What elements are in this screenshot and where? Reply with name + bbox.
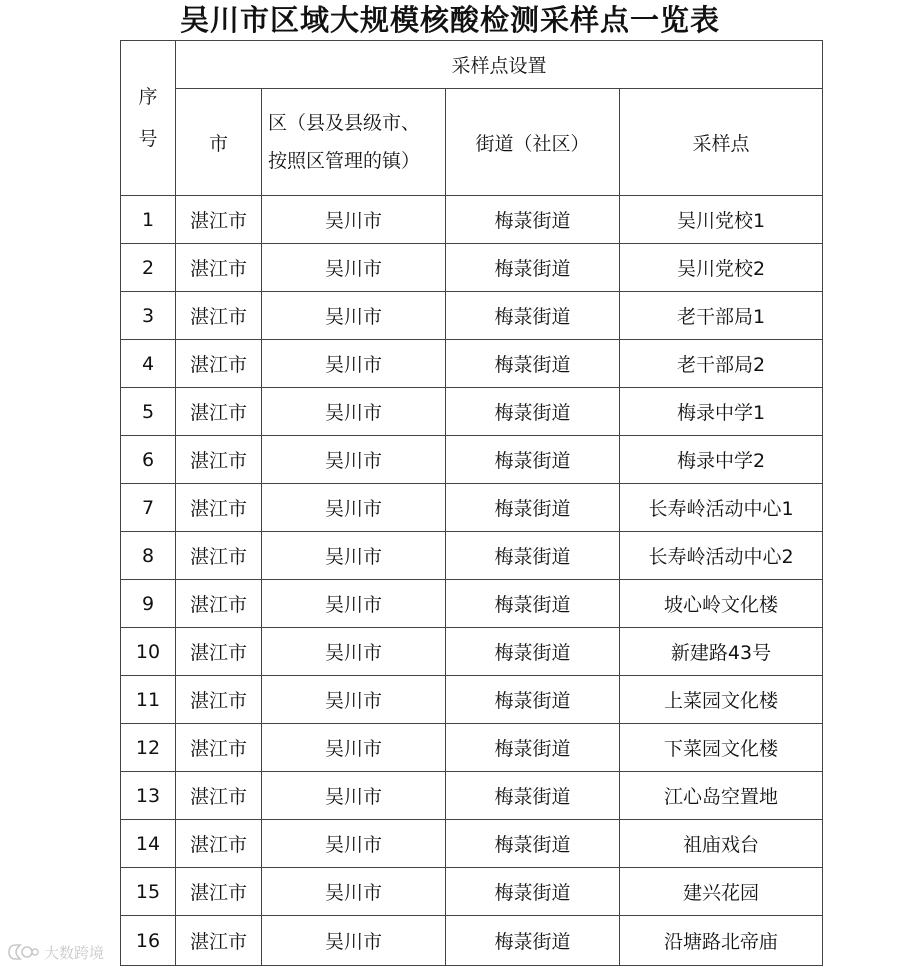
cell-district: 吴川市 bbox=[262, 436, 446, 484]
table-row bbox=[121, 724, 823, 772]
cell-city: 湛江市 bbox=[176, 676, 262, 724]
cell-street: 梅菉街道 bbox=[446, 772, 620, 820]
table-header-row-1 bbox=[121, 41, 823, 89]
table-row bbox=[121, 868, 823, 916]
cell-seq: 7 bbox=[121, 484, 176, 532]
table-row bbox=[121, 532, 823, 580]
cell-seq: 6 bbox=[121, 436, 176, 484]
cell-city: 湛江市 bbox=[176, 580, 262, 628]
cell-district: 吴川市 bbox=[262, 388, 446, 436]
cell-seq: 8 bbox=[121, 532, 176, 580]
sampling-sites-table bbox=[120, 40, 823, 966]
watermark-text: 大数跨境 bbox=[44, 943, 105, 962]
cell-site: 吴川党校2 bbox=[620, 244, 823, 292]
table-row bbox=[121, 340, 823, 388]
cell-city: 湛江市 bbox=[176, 436, 262, 484]
cell-seq: 14 bbox=[121, 820, 176, 868]
cell-district: 吴川市 bbox=[262, 244, 446, 292]
cell-street: 梅菉街道 bbox=[446, 292, 620, 340]
cell-street: 梅菉街道 bbox=[446, 916, 620, 966]
cell-city: 湛江市 bbox=[176, 916, 262, 966]
cell-street: 梅菉街道 bbox=[446, 628, 620, 676]
cell-seq: 9 bbox=[121, 580, 176, 628]
cell-street: 梅菉街道 bbox=[446, 436, 620, 484]
cell-district: 吴川市 bbox=[262, 868, 446, 916]
cell-street: 梅菉街道 bbox=[446, 196, 620, 244]
cell-city: 湛江市 bbox=[176, 388, 262, 436]
cell-district: 吴川市 bbox=[262, 724, 446, 772]
cell-city: 湛江市 bbox=[176, 868, 262, 916]
header-street: 街道（社区） bbox=[446, 89, 620, 196]
header-district-line1: 区（县及县级市、 bbox=[268, 112, 421, 134]
header-seq bbox=[121, 41, 176, 196]
table-row bbox=[121, 820, 823, 868]
cell-district: 吴川市 bbox=[262, 580, 446, 628]
cell-district: 吴川市 bbox=[262, 772, 446, 820]
cell-city: 湛江市 bbox=[176, 196, 262, 244]
cell-district: 吴川市 bbox=[262, 676, 446, 724]
header-city: 市 bbox=[176, 89, 262, 196]
table-row bbox=[121, 628, 823, 676]
cell-seq: 4 bbox=[121, 340, 176, 388]
cell-street: 梅菉街道 bbox=[446, 484, 620, 532]
cell-site: 坡心岭文化楼 bbox=[620, 580, 823, 628]
cell-street: 梅菉街道 bbox=[446, 820, 620, 868]
cell-city: 湛江市 bbox=[176, 724, 262, 772]
table-row bbox=[121, 484, 823, 532]
header-site: 采样点 bbox=[620, 89, 823, 196]
cell-site: 下菜园文化楼 bbox=[620, 724, 823, 772]
cell-street: 梅菉街道 bbox=[446, 724, 620, 772]
watermark bbox=[6, 940, 104, 964]
header-group-sampling-setup: 采样点设置 bbox=[176, 41, 823, 89]
cell-seq: 10 bbox=[121, 628, 176, 676]
cell-seq: 5 bbox=[121, 388, 176, 436]
cell-seq: 2 bbox=[121, 244, 176, 292]
table-row bbox=[121, 676, 823, 724]
cell-site: 新建路43号 bbox=[620, 628, 823, 676]
cell-seq: 16 bbox=[121, 916, 176, 966]
cell-seq: 3 bbox=[121, 292, 176, 340]
cell-site: 梅录中学2 bbox=[620, 436, 823, 484]
table-row bbox=[121, 436, 823, 484]
cell-site: 上菜园文化楼 bbox=[620, 676, 823, 724]
cell-seq: 11 bbox=[121, 676, 176, 724]
cell-street: 梅菉街道 bbox=[446, 532, 620, 580]
cell-site: 长寿岭活动中心1 bbox=[620, 484, 823, 532]
cell-street: 梅菉街道 bbox=[446, 244, 620, 292]
cell-site: 祖庙戏台 bbox=[620, 820, 823, 868]
cell-street: 梅菉街道 bbox=[446, 340, 620, 388]
cell-city: 湛江市 bbox=[176, 340, 262, 388]
header-seq-line2: 号 bbox=[138, 128, 158, 150]
page-title: 吴川市区域大规模核酸检测采样点一览表 bbox=[179, 3, 720, 37]
cell-seq: 13 bbox=[121, 772, 176, 820]
table-row bbox=[121, 388, 823, 436]
table-row bbox=[121, 916, 823, 966]
table-row bbox=[121, 772, 823, 820]
cell-district: 吴川市 bbox=[262, 820, 446, 868]
cell-seq: 15 bbox=[121, 868, 176, 916]
header-district bbox=[262, 89, 446, 196]
cell-site: 沿塘路北帝庙 bbox=[620, 916, 823, 966]
cell-site: 江心岛空置地 bbox=[620, 772, 823, 820]
cell-site: 吴川党校1 bbox=[620, 196, 823, 244]
cell-city: 湛江市 bbox=[176, 244, 262, 292]
cell-district: 吴川市 bbox=[262, 484, 446, 532]
header-seq-line1: 序 bbox=[138, 86, 158, 108]
cell-district: 吴川市 bbox=[262, 196, 446, 244]
cell-street: 梅菉街道 bbox=[446, 676, 620, 724]
table-header-row-2 bbox=[121, 89, 823, 196]
cell-seq: 12 bbox=[121, 724, 176, 772]
cell-site: 老干部局2 bbox=[620, 340, 823, 388]
table-row bbox=[121, 196, 823, 244]
cell-city: 湛江市 bbox=[176, 292, 262, 340]
cell-city: 湛江市 bbox=[176, 772, 262, 820]
cell-district: 吴川市 bbox=[262, 340, 446, 388]
cell-seq: 1 bbox=[121, 196, 176, 244]
cell-street: 梅菉街道 bbox=[446, 580, 620, 628]
cell-site: 长寿岭活动中心2 bbox=[620, 532, 823, 580]
table-row bbox=[121, 292, 823, 340]
cell-city: 湛江市 bbox=[176, 484, 262, 532]
cell-district: 吴川市 bbox=[262, 292, 446, 340]
cell-district: 吴川市 bbox=[262, 916, 446, 966]
table-row bbox=[121, 244, 823, 292]
cell-city: 湛江市 bbox=[176, 628, 262, 676]
cell-city: 湛江市 bbox=[176, 532, 262, 580]
cell-city: 湛江市 bbox=[176, 820, 262, 868]
megaphone-logo-icon bbox=[6, 942, 40, 962]
table-row bbox=[121, 580, 823, 628]
cell-site: 建兴花园 bbox=[620, 868, 823, 916]
header-district-line2: 按照区管理的镇） bbox=[268, 150, 421, 172]
cell-site: 梅录中学1 bbox=[620, 388, 823, 436]
cell-street: 梅菉街道 bbox=[446, 868, 620, 916]
cell-site: 老干部局1 bbox=[620, 292, 823, 340]
cell-district: 吴川市 bbox=[262, 628, 446, 676]
cell-district: 吴川市 bbox=[262, 532, 446, 580]
cell-street: 梅菉街道 bbox=[446, 388, 620, 436]
